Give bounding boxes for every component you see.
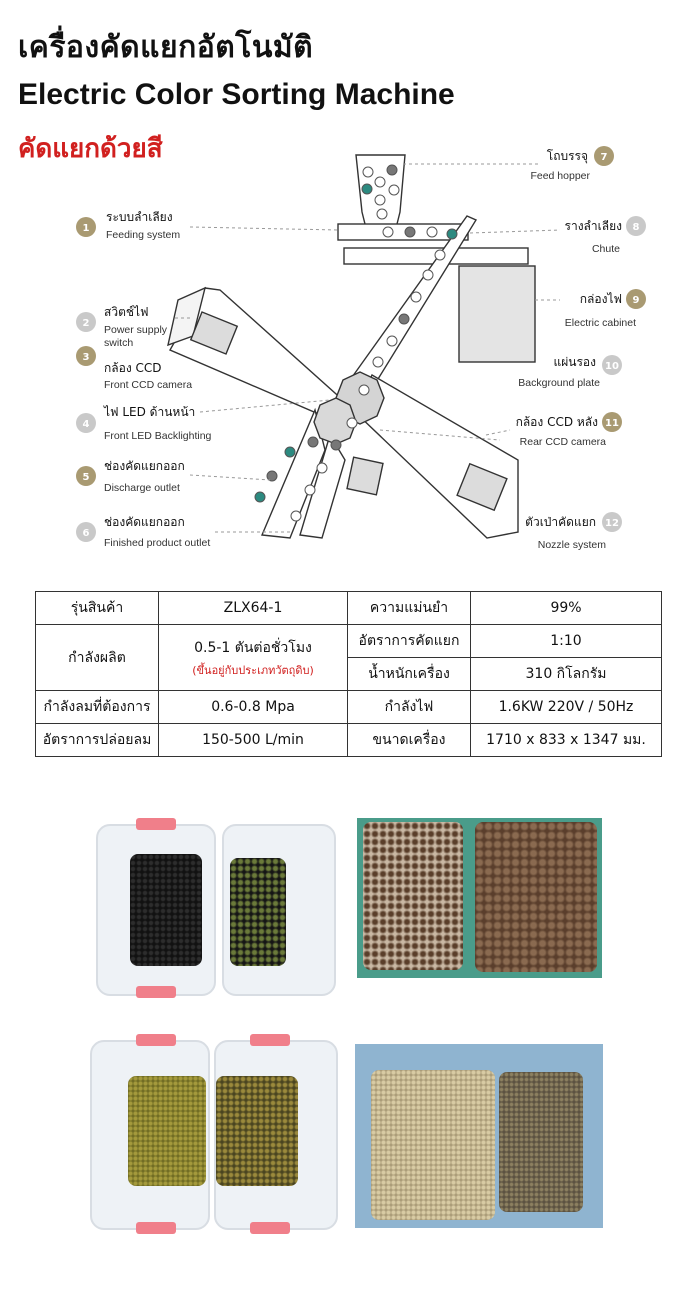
svg-text:รางลำเลียง: รางลำเลียง [564, 219, 622, 233]
table-row [36, 724, 662, 757]
label-discharge-outlet [76, 459, 185, 494]
left-labels [76, 210, 212, 549]
ratio-value: 1:10 [471, 625, 662, 658]
label-front-led [76, 405, 212, 442]
capacity-cell [159, 625, 348, 691]
svg-text:7: 7 [600, 152, 608, 163]
svg-text:Feed hopper: Feed hopper [530, 170, 590, 182]
label-feed-hopper [530, 146, 614, 182]
label-electric-cabinet [565, 289, 646, 329]
svg-text:4: 4 [82, 419, 90, 430]
svg-text:Rear CCD camera: Rear CCD camera [519, 436, 606, 448]
svg-text:กล้อง CCD: กล้อง CCD [104, 361, 162, 375]
accuracy-value: 99% [471, 592, 662, 625]
label-feeding-system [76, 210, 180, 241]
air-pressure-label: กำลังลมที่ต้องการ [36, 691, 159, 724]
table-row [36, 592, 662, 625]
svg-text:Feeding system: Feeding system [106, 229, 181, 241]
svg-text:Chute: Chute [591, 243, 620, 255]
svg-text:ช่องคัดแยกออก: ช่องคัดแยกออก [104, 515, 185, 529]
spec-table [35, 591, 662, 757]
power-value: 1.6KW 220V / 50Hz [471, 691, 662, 724]
sample-photo-mung-beans [90, 1034, 340, 1234]
svg-text:6: 6 [82, 528, 90, 539]
svg-text:ระบบลำเลียง: ระบบลำเลียง [106, 210, 173, 224]
sample-photo-brown-grains [357, 818, 602, 978]
page-subtitle: คัดแยกด้วยสี [18, 134, 163, 164]
label-rear-ccd [516, 412, 622, 448]
weight-label: น้ำหนักเครื่อง [348, 658, 471, 691]
power-label: กำลังไฟ [348, 691, 471, 724]
machine-illustration [168, 155, 535, 538]
air-pressure-value: 0.6-0.8 Mpa [159, 691, 348, 724]
size-value: 1710 x 833 x 1347 มม. [471, 724, 662, 757]
svg-text:สวิตช์ไฟ: สวิตช์ไฟ [104, 305, 149, 319]
svg-text:12: 12 [605, 518, 619, 529]
svg-text:Front LED Backlighting: Front LED Backlighting [104, 430, 212, 442]
svg-text:5: 5 [82, 472, 90, 483]
page-title-english: Electric Color Sorting Machine [18, 78, 455, 111]
svg-text:9: 9 [632, 295, 640, 306]
air-flow-label: อัตราการปล่อยลม [36, 724, 159, 757]
accuracy-label: ความแม่นยำ [348, 592, 471, 625]
svg-text:Nozzle system: Nozzle system [537, 539, 606, 551]
page-title-thai: เครื่องคัดแยกอัตโนมัติ [18, 30, 314, 65]
svg-text:Background plate: Background plate [518, 377, 600, 389]
capacity-note: (ขึ้นอยู่กับประเภทวัตถุดิบ) [192, 663, 314, 677]
svg-text:2: 2 [82, 318, 90, 329]
sample-photo-black-beans [96, 818, 336, 1000]
size-label: ขนาดเครื่อง [348, 724, 471, 757]
svg-text:Discharge outlet: Discharge outlet [104, 482, 180, 494]
label-power-switch [76, 305, 168, 349]
label-nozzle-system [525, 512, 622, 551]
model-value: ZLX64-1 [159, 592, 348, 625]
model-label: รุ่นสินค้า [36, 592, 159, 625]
svg-text:Front CCD camera: Front CCD camera [104, 379, 193, 391]
table-row [36, 691, 662, 724]
svg-text:Power supply: Power supply [104, 324, 168, 336]
ratio-label: อัตราการคัดแยก [348, 625, 471, 658]
table-row [36, 625, 662, 658]
capacity-value: 0.5-1 ตันต่อชั่วโมง [194, 639, 312, 656]
machine-diagram [0, 140, 696, 580]
sample-photo-rice [355, 1044, 603, 1228]
svg-text:กล้อง CCD หลัง: กล้อง CCD หลัง [515, 415, 598, 429]
label-finished-outlet [76, 515, 210, 549]
svg-text:Finished product outlet: Finished product outlet [104, 537, 211, 549]
svg-text:ช่องคัดแยกออก: ช่องคัดแยกออก [104, 459, 185, 473]
capacity-label: กำลังผลิต [36, 625, 159, 691]
svg-text:3: 3 [82, 352, 90, 363]
svg-text:8: 8 [632, 222, 640, 233]
weight-value: 310 กิโลกรัม [471, 658, 662, 691]
svg-text:Electric cabinet: Electric cabinet [564, 317, 636, 329]
svg-text:ตัวเป่าคัดแยก: ตัวเป่าคัดแยก [525, 515, 596, 529]
svg-text:โถบรรจุ: โถบรรจุ [546, 149, 588, 163]
svg-text:ไฟ LED ด้านหน้า: ไฟ LED ด้านหน้า [104, 405, 196, 419]
svg-text:switch: switch [104, 337, 134, 349]
svg-text:กล่องไฟ: กล่องไฟ [579, 292, 622, 306]
svg-text:แผ่นรอง: แผ่นรอง [553, 355, 596, 369]
svg-text:10: 10 [605, 361, 619, 372]
air-flow-value: 150-500 L/min [159, 724, 348, 757]
svg-text:11: 11 [605, 418, 619, 429]
svg-text:1: 1 [82, 223, 90, 234]
label-chute [565, 216, 646, 255]
